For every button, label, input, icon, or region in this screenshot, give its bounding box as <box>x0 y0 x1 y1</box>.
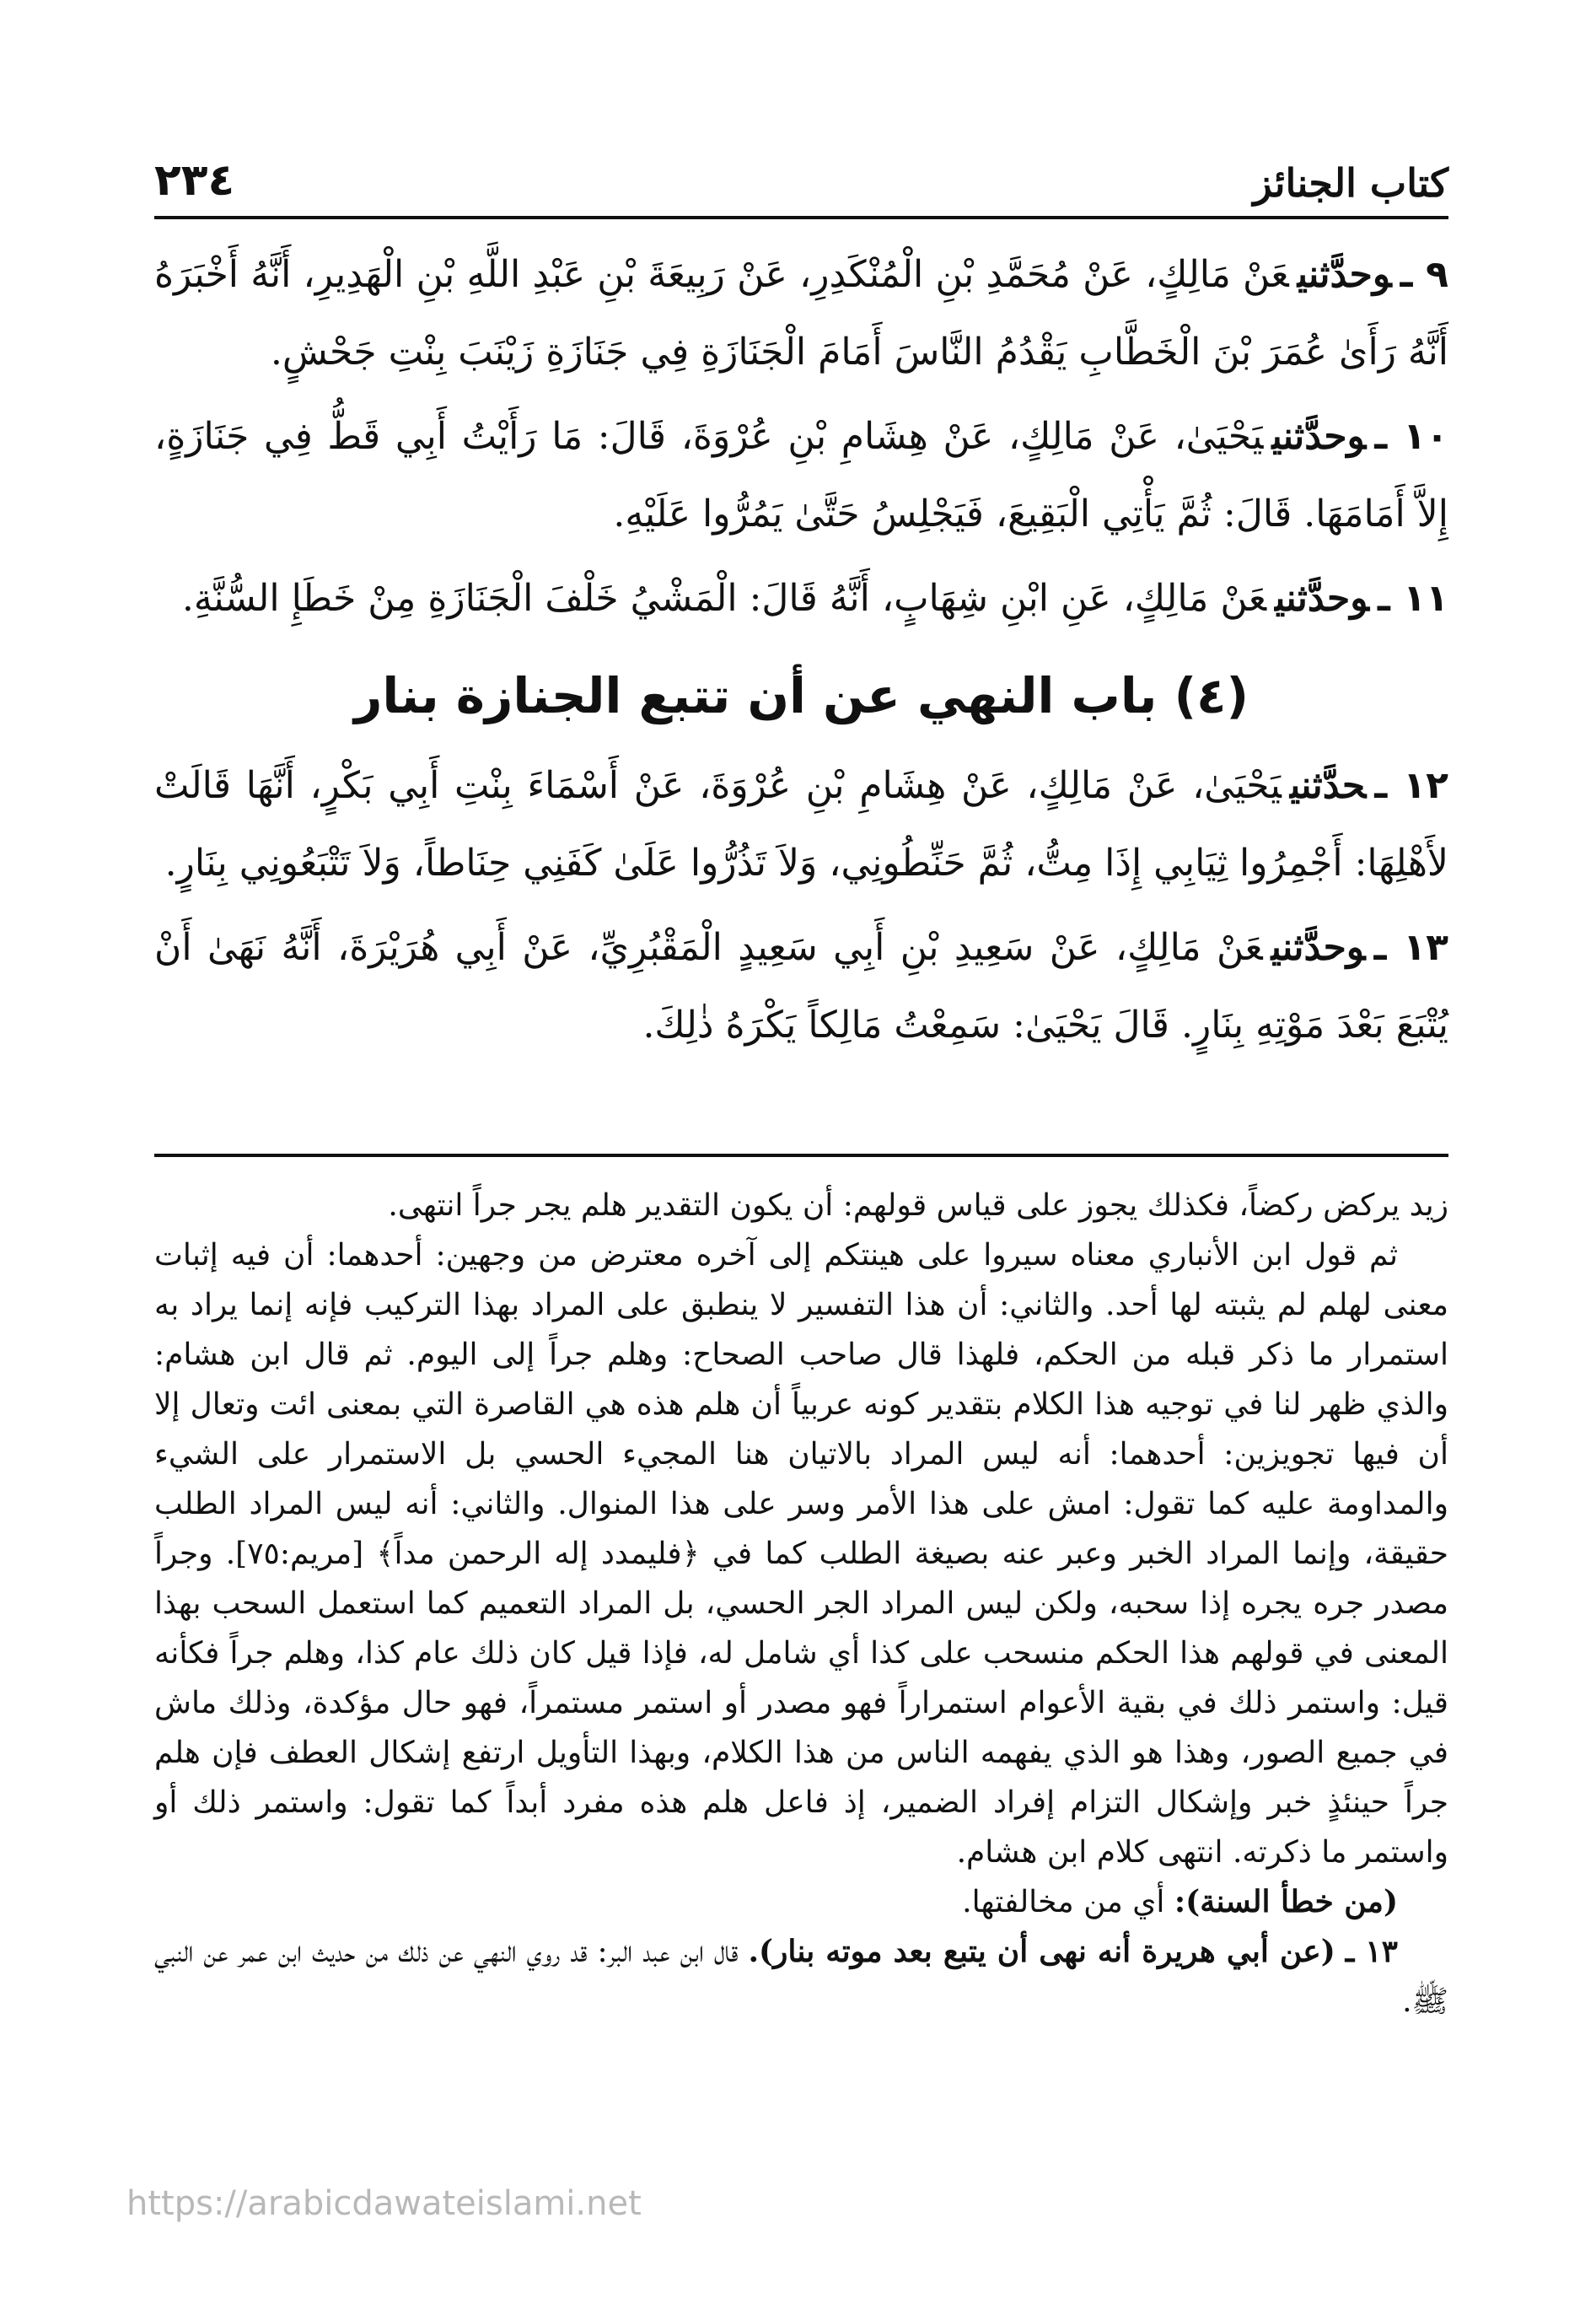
narration-word: وحدَّثني <box>1271 926 1366 969</box>
commentary-notes <box>154 1181 1448 2027</box>
hadith-text: عَنْ مَالِكٍ، عَنِ ابْنِ شِهَابٍ، أَنَّهُ قَالَ: الْمَشْيُ خَلْفَ الْجَنَازَةِ مِنْ خَطَإِ السُّنَّةِ. <box>181 577 1267 620</box>
page-number: ٢٣٤ <box>154 155 235 206</box>
main-text <box>154 236 1448 1071</box>
narration-word: وحدَّثني <box>1275 577 1369 620</box>
note-lemma: (من خطأ السنة): <box>1174 1884 1398 1919</box>
note-lemma: (عن أبي هريرة أنه نهى أن يتبع بعد موته بنار). <box>748 1934 1335 1969</box>
note-paragraph-1: زيد يركض ركضاً، فكذلك يجوز على قياس قولهم: أن يكون التقدير هلم يجر جراً انتهى. <box>388 1188 1448 1223</box>
hadith-text: عَنْ مَالِكٍ، عَنْ سَعِيدِ بْنِ أَبِي سَعِيدٍ الْمَقْبُرِيِّ، عَنْ أَبِي هُرَيْرَةَ، أَنَّهُ نَهَىٰ أَنْ يُتْبَعَ بَعْدَ مَوْتِهِ بِنَارٍ. قَالَ يَحْيَىٰ: سَمِعْتُ مَالِكاً يَكْرَهُ ذٰلِكَ. <box>154 926 1448 1047</box>
hadith-text: عَنْ مَالِكٍ، عَنْ مُحَمَّدِ بْنِ الْمُنْكَدِرِ، عَنْ رَبِيعَةَ بْنِ عَبْدِ اللَّهِ بْنِ الْهَدِيرِ، أَنَّهُ أَخْبَرَهُ أَنَّهُ رَأَىٰ عُمَرَ بْنَ الْخَطَّابِ يَقْدُمُ النَّاسَ أَمَامَ الْجَنَازَةِ فِي جَنَازَةِ زَيْنَبَ بِنْتِ جَحْشٍ. <box>154 253 1448 374</box>
hadith-number: ١١ ـ <box>1377 577 1448 620</box>
hadith-11 <box>154 560 1448 638</box>
hadith-number: ١٠ ـ <box>1374 415 1449 458</box>
hadith-number: ١٣ ـ <box>1373 926 1448 969</box>
note-gloss: أي من مخالفتها. <box>962 1885 1165 1919</box>
note-paragraph-2: ثم قول ابن الأنباري معناه سيروا على هينتكم إلى آخره معترض من وجهين: أحدهما: أن فيه إثبات معنى لهلم لم يثبته لها أحد. والثاني: أن هذا التفسير لا ينطبق على المراد بهذا التركيب فإنه إنما يراد به استمرار ما ذكر قبله من الحكم، فلهذا قال صاحب الصحاح: وهلم جراً إلى اليوم. ثم قال ابن هشام: والذي ظهر لنا في توجيه هذا الكلام بتقدير كونه عربياً أن هلم هذه هي القاصرة التي بمعنى ائت وتعال إلا أن فيها تجويزين: أحدهما: أنه ليس المراد بالاتيان هنا المجيء الحسي بل الاستمرار على الشيء والمداومة عليه كما تقول: امش على هذا الأمر وسر على هذا المنوال. والثاني: أنه ليس المراد الطلب حقيقة، وإنما المراد الخبر وعبر عنه بصيغة الطلب كما في ﴿فليمدد إله الرحمن مداً﴾ [مريم:٧٥]. وجراً مصدر جره يجره إذا سحبه، ولكن ليس المراد الجر الحسي، بل المراد التعميم كما استعمل السحب بهذا المعنى في قولهم هذا الحكم منسحب على كذا أي شامل له، فإذا قيل كان ذلك عام كذا، وهلم جراً فكأنه قيل: واستمر ذلك في بقية الأعوام استمراراً فهو مصدر أو استمر مستمراً، فهو حال مؤكدة، وذلك ماش في جميع الصور، وهذا هو الذي يفهمه الناس من هذا الكلام، وبهذا التأويل ارتفع إشكال العطف فإن هلم جراً حينئذٍ خبر وإشكال التزام إفراد الضمير، إذ فاعل هلم هذه مفرد أبداً كما تقول: واستمر ذلك أو واستمر ما ذكرته. انتهى كلام ابن هشام. <box>154 1238 1449 1870</box>
note-gloss: قال ابن عبد البر: قد روي النهي عن ذلك من حديث ابن عمر عن النبي ﷺ. <box>154 1935 1448 2019</box>
page-header <box>154 126 1448 219</box>
chapter-title: كتاب الجنائز <box>1253 160 1448 206</box>
note-paragraph-4 <box>154 1927 1448 2027</box>
hadith-12 <box>154 747 1448 902</box>
hadith-number: ١٢ ـ <box>1374 764 1449 807</box>
footnote-divider <box>154 1154 1448 1157</box>
hadith-10 <box>154 398 1448 553</box>
note-paragraph-3 <box>154 1877 1448 1927</box>
hadith-number: ٩ ـ <box>1400 253 1448 296</box>
note-number: ١٣ ـ <box>1345 1934 1398 1969</box>
narration-word: حدَّثني <box>1289 764 1367 807</box>
watermark-url: https://arabicdawateislami.net <box>126 2184 642 2223</box>
hadith-13 <box>154 909 1448 1064</box>
section-heading: (٤) باب النهي عن أن تتبع الجنازة بنار <box>353 667 1249 724</box>
narration-word: وحدَّثني <box>1271 415 1367 458</box>
hadith-text: يَحْيَىٰ، عَنْ مَالِكٍ، عَنْ هِشَامِ بْنِ عُرْوَةَ، قَالَ: مَا رَأَيْتُ أَبِي قَطُّ فِي جَنَازَةٍ، إِلاَّ أَمَامَهَا. قَالَ: ثُمَّ يَأْتِي الْبَقِيعَ، فَيَجْلِسُ حَتَّىٰ يَمُرُّوا عَلَيْهِ. <box>154 415 1448 536</box>
hadith-text: يَحْيَىٰ، عَنْ مَالِكٍ، عَنْ هِشَامِ بْنِ عُرْوَةَ، عَنْ أَسْمَاءَ بِنْتِ أَبِي بَكْرٍ، أَنَّهَا قَالَتْ لأَهْلِهَا: أَجْمِرُوا ثِيَابِي إِذَا مِتُّ، ثُمَّ حَنِّطُونِي، وَلاَ تَذُرُّوا عَلَىٰ كَفَنِي حِنَاطاً، وَلاَ تَتْبَعُونِي بِنَارٍ. <box>154 764 1448 885</box>
narration-word: وحدَّثني <box>1297 253 1392 296</box>
hadith-9 <box>154 236 1448 391</box>
